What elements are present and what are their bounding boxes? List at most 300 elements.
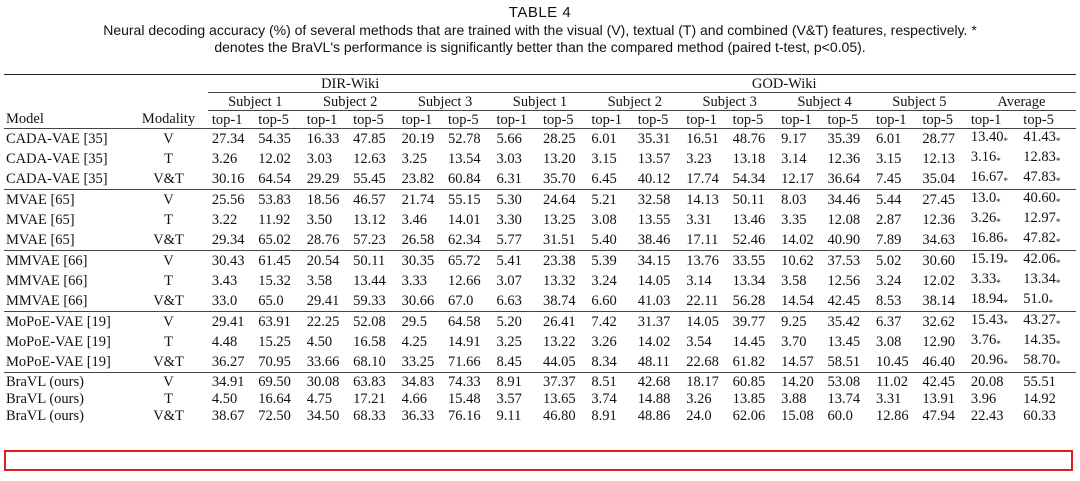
cell-value: 13.44 [353,273,386,289]
cell-value: 13.20 [542,151,576,167]
header-top-1: top-1 [306,111,338,128]
table-row [4,251,1076,272]
cell-value: 21.74 [401,192,435,208]
cell-value: 52.46 [732,232,766,248]
cell-value: 9.11 [496,407,522,424]
significance-star: * [1055,258,1061,268]
cell-value: $15.43_*$ [970,312,1008,329]
cell-value: 3.03 [496,151,522,167]
cell-value: 27.45 [922,192,955,208]
cell-value: 46.57 [353,192,386,208]
cell-value: 53.83 [258,192,291,208]
cell-value: 3.58 [306,273,333,289]
model-name: MoPoE-VAE [19] [6,314,111,330]
header-top-5: top-5 [827,111,859,128]
cell-value: 8.53 [875,293,902,309]
significance-star: * [996,197,1001,207]
cell-value: 22.25 [306,314,340,330]
cell-value: 3.15 [875,151,902,167]
cell-value: 3.24 [591,273,617,289]
cell-value: 11.02 [875,373,909,390]
cell-value: $15.19_*$ [970,251,1008,268]
table-row [4,407,1076,424]
header-god-subject-2: Subject 2 [587,93,682,111]
cell-value: 63.91 [258,314,291,330]
cell-value: 17.74 [686,171,719,187]
cell-value: 26.58 [401,232,435,248]
cell-value: 15.48 [448,390,481,407]
cell-value: 8.34 [591,354,617,370]
cell-value: 69.50 [258,373,291,390]
cell-value: 22.43 [970,407,1004,424]
cell-value: 3.26 [686,390,712,407]
cell-value: 60.33 [1023,407,1056,424]
cell-value: $47.82_*$ [1023,230,1061,247]
cell-value: 35.42 [827,314,861,330]
cell-value: 12.36 [827,151,861,167]
cell-value: 14.13 [686,192,719,208]
header-top-1: top-1 [211,111,243,128]
cell-value: 48.11 [637,354,670,370]
table-row [4,190,1076,211]
significance-star: * [1055,278,1061,288]
cell-value: 35.70 [542,171,576,187]
cell-value: 53.08 [827,373,861,390]
model-name: BraVL (ours) [6,390,84,407]
cell-value: 6.01 [591,131,617,147]
cell-value: 59.33 [353,293,386,309]
cell-value: 34.50 [306,407,340,424]
model-name: MVAE [65] [6,212,75,228]
cell-value: 3.26 [211,151,238,167]
cell-value: 38.46 [637,232,671,248]
cell-value: 6.63 [496,293,522,309]
cell-value: 16.51 [686,131,719,147]
cell-value: 3.88 [781,390,807,407]
results-table [4,74,1076,424]
cell-value: 6.45 [591,171,617,187]
cell-value: 30.43 [211,253,245,269]
header-top-1: top-1 [686,111,717,128]
cell-value: 42.45 [827,293,861,309]
table-row [4,271,1076,291]
cell-value: 71.66 [448,354,481,370]
modality: V&T [153,293,184,309]
cell-value: 20.08 [970,373,1004,390]
header-god-subject-5: Subject 5 [872,93,967,111]
cell-value: 14.02 [781,232,814,248]
cell-value: 30.16 [211,171,245,187]
cell-value: 52.78 [448,131,481,147]
cell-value: 12.02 [258,151,291,167]
cell-value: $3.16_*$ [970,149,1001,166]
cell-value: 18.17 [686,373,719,390]
cell-value: 10.62 [781,253,814,269]
cell-value: 13.76 [686,253,719,269]
cell-value: 54.34 [732,171,766,187]
cell-value: 12.13 [922,151,955,167]
cell-value: 20.19 [401,131,435,147]
significance-star: * [1055,339,1061,349]
cell-value: 35.39 [827,131,861,147]
cell-value: 67.0 [448,293,474,309]
cell-value: $12.83_*$ [1023,149,1061,166]
cell-value: 35.04 [922,171,955,187]
table-caption [0,4,1080,56]
cell-value: 30.60 [922,253,955,269]
modality: T [164,151,173,167]
cell-value: 30.66 [401,293,435,309]
cell-value: 3.30 [496,212,522,228]
cell-value: $13.0_*$ [970,190,1001,207]
cell-value: 3.50 [306,212,333,228]
significance-star: * [996,217,1001,227]
cell-value: 17.21 [353,390,386,407]
cell-value: 76.16 [448,407,481,424]
cell-value: 3.25 [401,151,427,167]
cell-value: 5.02 [875,253,902,269]
cell-value: 40.12 [637,171,671,187]
cell-value: 25.56 [211,192,245,208]
cell-value: $18.94_*$ [970,291,1008,308]
header-god-subject-3: Subject 3 [682,93,777,111]
header-god-wiki: GOD-Wiki [493,75,1076,93]
cell-value: $40.60_*$ [1023,190,1061,207]
caption-line-2: denotes the BraVL's performance is significantly better than the compared method (paired t-test, p<0.05). [214,39,866,55]
cell-value: 14.45 [732,334,766,350]
cell-value: 7.89 [875,232,902,248]
modality: V [163,253,174,269]
cell-value: $51.0_*$ [1023,291,1054,308]
cell-value: 22.11 [686,293,719,309]
significance-star: * [1003,176,1008,186]
header-dir-subject-3: Subject 3 [398,93,493,111]
cell-value: 3.23 [686,151,712,167]
cell-value: 3.03 [306,151,333,167]
cell-value: 8.51 [591,373,617,390]
cell-value: 8.91 [591,407,617,424]
cell-value: $13.34_*$ [1023,271,1061,288]
cell-value: 65.0 [258,293,284,309]
cell-value: 8.03 [781,192,807,208]
model-name: MMVAE [66] [6,293,88,309]
cell-value: 46.40 [922,354,955,370]
cell-value: 6.60 [591,293,617,309]
cell-value: 3.58 [781,273,807,289]
cell-value: 4.50 [211,390,238,407]
cell-value: 23.82 [401,171,435,187]
cell-value: 34.46 [827,192,861,208]
cell-value: 56.28 [732,293,766,309]
cell-value: 7.42 [591,314,617,330]
cell-value: 6.31 [496,171,522,187]
cell-value: 28.25 [542,131,576,147]
highlight-box [4,450,1073,471]
cell-value: 60.84 [448,171,481,187]
cell-value: 36.33 [401,407,435,424]
cell-value: 3.74 [591,390,617,407]
model-name: MoPoE-VAE [19] [6,354,111,370]
cell-value: 13.54 [448,151,481,167]
cell-value: 12.02 [922,273,955,289]
cell-value: 61.45 [258,253,291,269]
cell-value: 16.58 [353,334,386,350]
cell-value: 13.18 [732,151,766,167]
header-top-1: top-1 [496,111,528,128]
cell-value: 38.67 [211,407,245,424]
header-modality: Modality [141,111,196,128]
cell-value: 13.25 [542,212,576,228]
cell-value: 4.25 [401,334,427,350]
cell-value: 62.34 [448,232,481,248]
cell-value: 29.29 [306,171,340,187]
header-dir-subject-1: Subject 1 [208,93,303,111]
cell-value: $16.86_*$ [970,230,1008,247]
model-name: CADA-VAE [35] [6,171,108,187]
caption-line-1: Neural decoding accuracy (%) of several methods that are trained with the visual (V), textual (T) and combined (V&T) features, respectively. * [103,22,977,38]
table-row [4,373,1076,391]
cell-value: $14.35_*$ [1023,332,1061,349]
cell-value: 47.85 [353,131,386,147]
model-name: MMVAE [66] [6,253,88,269]
cell-value: 3.96 [970,390,997,407]
cell-value: $16.67_*$ [970,169,1008,186]
cell-value: 12.66 [448,273,481,289]
table-row [4,169,1076,190]
cell-value: $47.83_*$ [1023,169,1061,186]
cell-value: 13.55 [637,212,671,228]
cell-value: 61.82 [732,354,766,370]
cell-value: 33.55 [732,253,766,269]
cell-value: 23.38 [542,253,576,269]
cell-value: 30.35 [401,253,435,269]
table-row [4,230,1076,251]
cell-value: 36.27 [211,354,245,370]
cell-value: 28.77 [922,131,955,147]
table-row [4,352,1076,373]
header-top-1: top-1 [970,111,1002,128]
cell-value: 3.07 [496,273,522,289]
header-top-5: top-5 [637,111,669,128]
significance-star: * [1055,156,1061,166]
cell-value: 5.41 [496,253,522,269]
cell-value: 60.85 [732,373,766,390]
cell-value: 14.05 [686,314,719,330]
significance-star: * [1055,217,1061,227]
cell-value: 3.31 [875,390,902,407]
header-dir-subject-2: Subject 2 [303,93,398,111]
cell-value: 65.02 [258,232,291,248]
cell-value: 13.34 [732,273,766,289]
table-row [4,390,1076,407]
significance-star: * [1003,319,1008,329]
model-name: CADA-VAE [35] [6,151,108,167]
cell-value: 6.01 [875,131,902,147]
cell-value: 31.37 [637,314,671,330]
cell-value: 14.01 [448,212,481,228]
cell-value: 7.45 [875,171,902,187]
cell-value: 44.05 [542,354,576,370]
significance-star: * [1055,136,1061,146]
cell-value: 24.0 [686,407,712,424]
significance-star: * [996,156,1001,166]
cell-value: 64.58 [448,314,481,330]
cell-value: 24.64 [542,192,576,208]
cell-value: 3.15 [591,151,617,167]
cell-value: 13.22 [542,334,576,350]
cell-value: 33.66 [306,354,340,370]
cell-value: 13.65 [542,390,576,407]
cell-value: 3.08 [591,212,617,228]
cell-value: 16.64 [258,390,291,407]
model-name: CADA-VAE [35] [6,131,108,147]
cell-value: 22.68 [686,354,719,370]
cell-value: 55.15 [448,192,481,208]
significance-star: * [1003,359,1008,369]
significance-star: * [1055,197,1061,207]
cell-value: 27.34 [211,131,245,147]
header-top-1: top-1 [781,111,812,128]
cell-value: 14.05 [637,273,671,289]
cell-value: 3.46 [401,212,427,228]
cell-value: 12.08 [827,212,861,228]
cell-value: 62.06 [732,407,766,424]
header-top-5: top-5 [258,111,289,128]
cell-value: 12.56 [827,273,861,289]
cell-value: 39.77 [732,314,766,330]
cell-value: 5.40 [591,232,617,248]
cell-value: 38.74 [542,293,576,309]
cell-value: 14.02 [637,334,671,350]
header-god-subject-1: Subject 1 [493,93,588,111]
cell-value: 15.08 [781,407,814,424]
header-top-5: top-5 [1023,111,1054,128]
table-row [4,149,1076,169]
cell-value: 63.83 [353,373,386,390]
cell-value: 68.10 [353,354,386,370]
significance-star: * [1003,136,1008,146]
cell-value: 28.76 [306,232,340,248]
model-name: BraVL (ours) [6,373,84,390]
header-top-5: top-5 [353,111,384,128]
cell-value: 54.35 [258,131,291,147]
cell-value: $12.97_*$ [1023,210,1061,227]
modality: V [163,192,174,208]
header-top-5: top-5 [922,111,953,128]
cell-value: 65.72 [448,253,481,269]
cell-value: $42.06_*$ [1023,251,1061,268]
cell-value: 12.36 [922,212,955,228]
cell-value: 3.25 [496,334,522,350]
cell-value: 57.23 [353,232,386,248]
table-number: TABLE 4 [508,4,572,21]
cell-value: 37.37 [542,373,576,390]
cell-value: $3.33_*$ [970,271,1001,288]
cell-value: 3.31 [686,212,712,228]
cell-value: 18.56 [306,192,340,208]
cell-value: 14.92 [1023,390,1056,407]
cell-value: 3.24 [875,273,902,289]
cell-value: 5.30 [496,192,522,208]
cell-value: 13.32 [542,273,576,289]
cell-value: 41.03 [637,293,671,309]
cell-value: 17.11 [686,232,719,248]
cell-value: 29.34 [211,232,245,248]
cell-value: 3.26 [591,334,617,350]
cell-value: 74.33 [448,373,481,390]
cell-value: 34.63 [922,232,955,248]
cell-value: 2.87 [875,212,902,228]
header-average: Average [967,93,1076,111]
cell-value: 3.54 [686,334,712,350]
header-top-1: top-1 [875,111,907,128]
cell-value: 3.35 [781,212,807,228]
significance-star: * [996,278,1001,288]
cell-value: 47.94 [922,407,955,424]
cell-value: 5.20 [496,314,522,330]
cell-value: $41.43_*$ [1023,129,1061,146]
cell-value: 29.41 [211,314,245,330]
modality: T [164,273,173,289]
cell-value: 32.58 [637,192,671,208]
cell-value: 33.25 [401,354,435,370]
cell-value: 13.74 [827,390,861,407]
cell-value: 26.41 [542,314,576,330]
cell-value: 3.22 [211,212,238,228]
header-dir-wiki: DIR-Wiki [208,75,493,93]
cell-value: $3.26_*$ [970,210,1001,227]
modality: T [164,390,173,407]
significance-star: * [1055,176,1061,186]
cell-value: 32.62 [922,314,955,330]
model-name: MoPoE-VAE [19] [6,334,111,350]
modality: V [163,373,174,390]
cell-value: 8.45 [496,354,522,370]
cell-value: 5.66 [496,131,522,147]
cell-value: 13.12 [353,212,386,228]
table-row [4,210,1076,230]
cell-value: 15.32 [258,273,291,289]
cell-value: 13.45 [827,334,861,350]
cell-value: 55.51 [1023,373,1056,390]
header-top-1: top-1 [401,111,433,128]
cell-value: 9.17 [781,131,807,147]
cell-value: 64.54 [258,171,291,187]
modality: V&T [153,407,184,424]
modality: V [163,131,174,147]
significance-star: * [1055,237,1061,247]
table-row [4,312,1076,333]
cell-value: 31.51 [542,232,576,248]
cell-value: 38.14 [922,293,955,309]
header-top-5: top-5 [448,111,479,128]
modality: V&T [153,354,184,370]
cell-value: 13.91 [922,390,955,407]
cell-value: $13.40_*$ [970,129,1008,146]
modality: T [164,334,173,350]
significance-star: * [1055,359,1061,369]
cell-value: 14.20 [781,373,814,390]
significance-star: * [1055,319,1061,329]
cell-value: 10.45 [875,354,909,370]
modality: T [164,212,173,228]
cell-value: 15.25 [258,334,291,350]
cell-value: 48.86 [637,407,671,424]
cell-value: 12.86 [875,407,909,424]
cell-value: 5.77 [496,232,522,248]
cell-value: 3.70 [781,334,807,350]
cell-value: 46.80 [542,407,576,424]
